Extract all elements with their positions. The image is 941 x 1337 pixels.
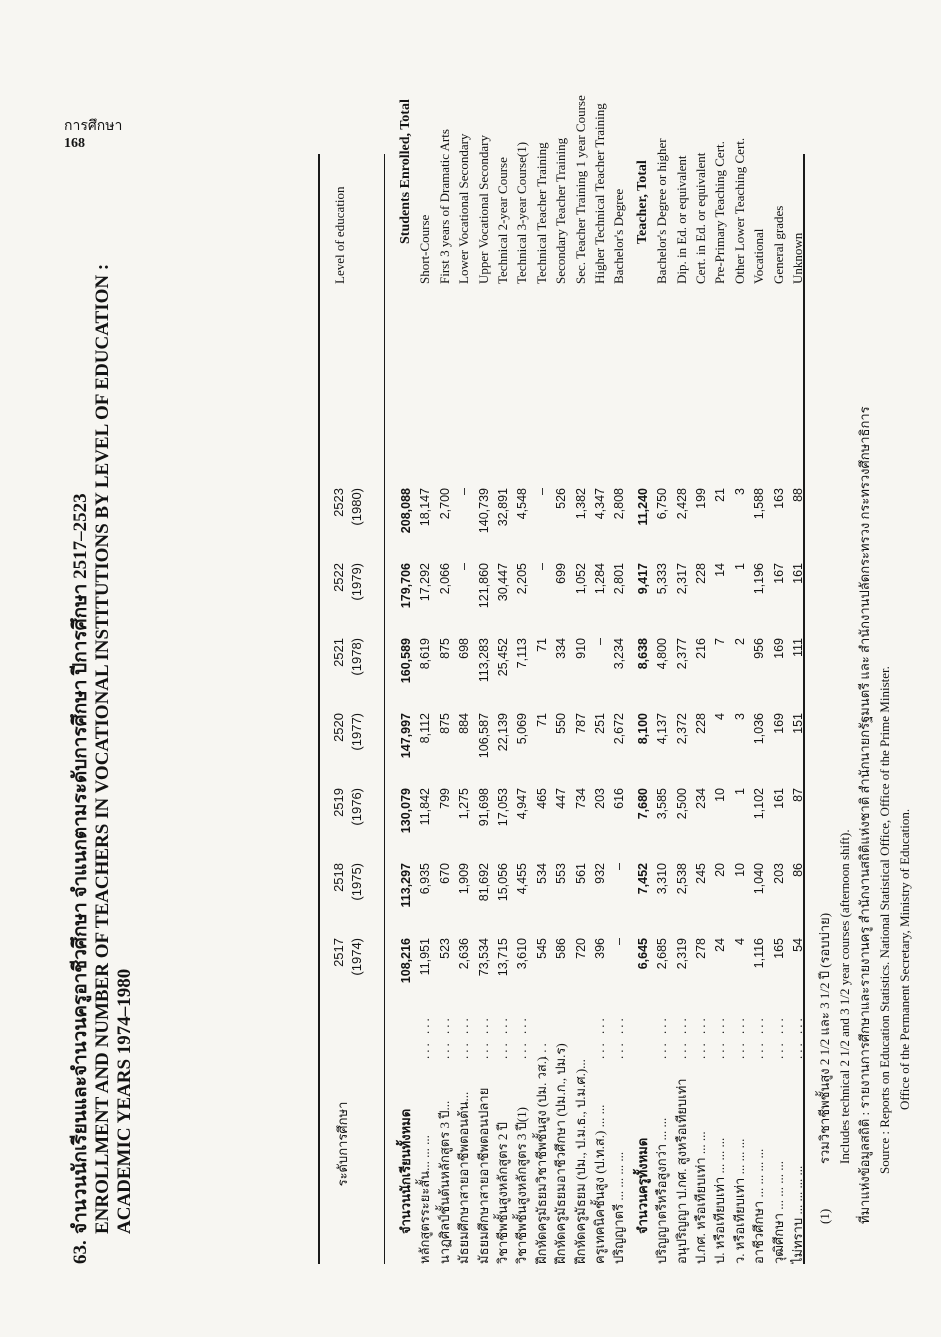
table-cell: 3,310 bbox=[655, 863, 670, 895]
row-label-english: Unknown bbox=[790, 232, 805, 284]
row-label-thai: นาฏศิลป์ชั้นต้นหลักสูตร 3 ปี... bbox=[436, 1100, 452, 1264]
row-label-thai: มัธยมศึกษาสายอาชีพตอนปลาย bbox=[475, 1087, 491, 1264]
year-ce: (1974) bbox=[349, 938, 364, 976]
table-cell: 1,284 bbox=[593, 563, 607, 595]
leader-dots: ... bbox=[533, 1040, 549, 1059]
table-cell: 799 bbox=[437, 788, 452, 809]
row-label-thai: ฝึกหัดครูมัธยม (ปม., ป.ม.ธ., ป.ม.ศ.)... bbox=[572, 1059, 588, 1264]
table-cell: 670 bbox=[437, 863, 452, 884]
row-label-english: Technical 3-year Course(1) bbox=[514, 141, 530, 284]
year-header bbox=[330, 938, 378, 994]
leader-dots: ... ... bbox=[456, 1015, 472, 1059]
leader-dots: ... ... bbox=[712, 1015, 728, 1059]
row-label-english: Higher Technical Teacher Training bbox=[592, 103, 607, 284]
source-thai bbox=[855, 164, 875, 1224]
year-ce: (1980) bbox=[349, 488, 364, 526]
year-be: 2517 bbox=[331, 938, 346, 967]
table-cell: 13,715 bbox=[496, 938, 510, 977]
table-cell: 234 bbox=[694, 788, 708, 809]
leader-dots: ... ... bbox=[751, 1015, 767, 1059]
table-cell: 875 bbox=[437, 638, 452, 659]
table-cell: 447 bbox=[554, 788, 569, 809]
table-cell: 3 bbox=[732, 488, 747, 495]
table-cell: 534 bbox=[534, 863, 549, 884]
table-cell: 121,860 bbox=[476, 563, 491, 609]
table-cell: 73,534 bbox=[476, 938, 491, 977]
header-rule bbox=[384, 154, 385, 1264]
row-label-english: Secondary Teacher Training bbox=[553, 137, 569, 284]
row-label-thai: วิชาชีพชั้นสูงหลักสูตร 2 ปี bbox=[495, 1122, 510, 1264]
table-cell: 396 bbox=[593, 938, 607, 959]
year-ce: (1976) bbox=[349, 788, 364, 826]
table-cell: – bbox=[593, 638, 607, 645]
column-header-level-english: Level of education bbox=[332, 186, 347, 284]
leader-dots: ... ... bbox=[417, 1015, 433, 1059]
leader-dots: ... ... bbox=[731, 1015, 747, 1059]
table-cell: 18,147 bbox=[418, 488, 433, 527]
table-cell: – bbox=[457, 488, 472, 495]
table-cell: 140,739 bbox=[476, 488, 491, 534]
year-be: 2520 bbox=[331, 713, 346, 742]
table-cell: 9,417 bbox=[635, 563, 650, 595]
table-cell: 586 bbox=[554, 938, 569, 959]
table-cell: 17,053 bbox=[496, 788, 510, 827]
table-cell: 5,333 bbox=[655, 563, 670, 595]
leader-dots: ... ... bbox=[770, 1015, 786, 1059]
table-cell: 1,196 bbox=[752, 563, 767, 595]
leader-dots: ... ... bbox=[654, 1015, 670, 1059]
row-label-thai: จำนวนครูทั้งหมด bbox=[634, 1137, 650, 1234]
table-cell: 698 bbox=[457, 638, 472, 659]
table-cell: 545 bbox=[534, 938, 549, 959]
table-cell: 8,638 bbox=[635, 638, 650, 670]
year-be: 2521 bbox=[331, 638, 346, 667]
table-cell: 15,056 bbox=[496, 863, 510, 902]
table-cell: – bbox=[534, 488, 549, 495]
table-cell: 561 bbox=[573, 863, 588, 884]
table-cell: 884 bbox=[457, 713, 472, 734]
table-cell: 2,700 bbox=[437, 488, 452, 520]
leader-dots: ... ... bbox=[495, 1015, 510, 1059]
row-label-english: Other Lower Teaching Cert. bbox=[731, 137, 747, 284]
footnote-1-english: Includes technical 2 1/2 and 3 1/2 year courses (afternoon shift). bbox=[837, 829, 852, 1164]
row-label-thai: ครูเทคนิคชั้นสูง (ป.ท.ส.) ... ... bbox=[592, 1104, 607, 1264]
page-number: 168 bbox=[64, 136, 85, 151]
table-cell: 526 bbox=[554, 488, 569, 509]
table-cell: 130,079 bbox=[399, 788, 413, 834]
table-cell: 113,283 bbox=[476, 638, 491, 683]
table-cell: 1,052 bbox=[573, 563, 588, 595]
row-label-english: Bachelor's Degree bbox=[611, 188, 627, 284]
table-cell: 228 bbox=[694, 563, 708, 584]
year-header bbox=[330, 863, 378, 919]
table-cell: 3 bbox=[732, 713, 747, 720]
table-cell: 3,234 bbox=[612, 638, 627, 670]
table-cell: 2,205 bbox=[515, 563, 530, 595]
table-cell: 11,240 bbox=[635, 488, 650, 526]
year-header bbox=[330, 488, 378, 544]
table-cell: 699 bbox=[554, 563, 569, 584]
table-cell: 2,538 bbox=[674, 863, 689, 895]
table-cell: 203 bbox=[771, 863, 786, 884]
table-row bbox=[607, 154, 631, 1264]
table-cell: 14 bbox=[713, 563, 728, 577]
table-cell: 169 bbox=[771, 713, 786, 734]
source-english bbox=[875, 164, 895, 1224]
footnote-1-thai-text: รวมวิชาชีพชั้นสูง 2 1/2 และ 3 1/2 ปี (รอบบ่าย) bbox=[817, 912, 832, 1164]
table-cell: 2,500 bbox=[674, 788, 689, 820]
table-cell: 550 bbox=[554, 713, 569, 734]
table-cell: 4 bbox=[732, 938, 747, 945]
table-cell: 1,036 bbox=[752, 713, 767, 745]
table-cell: 7,113 bbox=[515, 638, 530, 669]
title-english-1: ENROLLMENT AND NUMBER OF TEACHERS IN VOCATIONAL INSTITUTIONS BY LEVEL OF EDUCATION : bbox=[92, 263, 113, 1234]
table-cell: 216 bbox=[694, 638, 708, 659]
table-cell: 465 bbox=[534, 788, 549, 809]
footnote-1-thai bbox=[815, 164, 835, 1224]
table-cell: 81,692 bbox=[476, 863, 491, 902]
table-cell: 8,619 bbox=[418, 638, 433, 670]
table-cell: 1,909 bbox=[457, 863, 472, 895]
table-cell: 8,112 bbox=[418, 713, 433, 744]
row-label-english: Teacher, Total bbox=[634, 160, 650, 244]
table-cell: 161 bbox=[771, 788, 786, 809]
table-cell: 169 bbox=[771, 638, 786, 659]
rotated-table-sheet bbox=[70, 95, 912, 1264]
table-cell: 251 bbox=[593, 713, 607, 734]
table-cell: 1,116 bbox=[752, 938, 767, 969]
leader-dots: ... ... bbox=[475, 1015, 491, 1059]
table-cell: 179,706 bbox=[399, 563, 413, 609]
table-cell: 10 bbox=[713, 788, 728, 802]
year-header bbox=[330, 563, 378, 619]
table-cell: 4,137 bbox=[655, 713, 670, 745]
table-row bbox=[786, 154, 810, 1264]
footnote-marker: (1) bbox=[817, 1208, 832, 1224]
table-bottom-rule bbox=[803, 154, 805, 1264]
row-label-english: Lower Vocational Secondary bbox=[456, 133, 472, 284]
table-cell: 4 bbox=[713, 713, 728, 720]
table-cell: 1,102 bbox=[752, 788, 767, 820]
table-cell: 734 bbox=[573, 788, 588, 809]
row-label-english: Cert. in Ed. or equivalent bbox=[693, 152, 708, 284]
table-cell: 2,317 bbox=[674, 563, 689, 595]
table-cell: – bbox=[612, 938, 627, 945]
table-cell: 2,685 bbox=[655, 938, 670, 970]
table-cell: 278 bbox=[694, 938, 708, 959]
row-label-english: Dip. in Ed. or equivalent bbox=[673, 155, 689, 284]
leader-dots: ... ... bbox=[611, 1015, 627, 1059]
table-cell: 7 bbox=[713, 638, 728, 645]
table-cell: 1,588 bbox=[752, 488, 767, 520]
table-cell: 1,382 bbox=[573, 488, 588, 520]
table-cell: 147,997 bbox=[399, 713, 413, 759]
source-thai-label: ที่มาแห่งข้อมูลสถิติ : bbox=[857, 1111, 872, 1224]
table-cell: 54 bbox=[791, 938, 805, 952]
table-cell: 4,347 bbox=[593, 488, 607, 520]
table-cell: 71 bbox=[534, 713, 549, 727]
table-cell: 6,645 bbox=[635, 938, 650, 970]
table-cell: 8,100 bbox=[635, 713, 650, 745]
row-label-thai: ปริญญาตรีหรือสูงกว่า ... ... bbox=[654, 1117, 670, 1264]
table-cell: 5,069 bbox=[515, 713, 530, 745]
table-cell: 956 bbox=[752, 638, 767, 659]
row-label-thai: ว. หรือเทียบเท่า ... ... ... bbox=[731, 1138, 747, 1264]
table-cell: 108,216 bbox=[399, 938, 413, 984]
row-label-english: General grades bbox=[770, 205, 786, 284]
row-label-thai: หลักสูตรระยะสั้น... ... ... bbox=[417, 1135, 433, 1264]
table-cell: 2,377 bbox=[674, 638, 689, 670]
row-label-english: Pre-Primary Teaching Cert. bbox=[712, 141, 728, 284]
table-cell: 1,040 bbox=[752, 863, 767, 895]
source-english-text-1: Reports on Education Statistics. National Statistical Office, Office of the Prime Minister. bbox=[877, 666, 892, 1128]
table-cell: 160,589 bbox=[399, 638, 413, 684]
table-cell: 616 bbox=[612, 788, 627, 809]
table-cell: 6,750 bbox=[655, 488, 670, 520]
table-cell: – bbox=[457, 563, 472, 570]
row-label-english: Sec. Teacher Training 1 year Course bbox=[572, 95, 588, 284]
table-cell: 2,636 bbox=[457, 938, 472, 970]
year-be: 2522 bbox=[331, 563, 346, 592]
table-cell: 245 bbox=[694, 863, 708, 884]
table-cell: 20 bbox=[713, 863, 728, 877]
table-cell: 17,292 bbox=[418, 563, 433, 602]
table-cell: – bbox=[534, 563, 549, 570]
table-cell: 932 bbox=[593, 863, 607, 884]
table-cell: 11,842 bbox=[418, 788, 433, 826]
table-cell: 4,800 bbox=[655, 638, 670, 670]
table-cell: 208,088 bbox=[399, 488, 413, 534]
year-ce: (1979) bbox=[349, 563, 364, 601]
row-label-thai: วิชาชีพชั้นสูงหลักสูตร 3 ปี(1) bbox=[514, 1107, 530, 1264]
row-label-thai: ป.กศ. หรือเทียบเท่า ... ... bbox=[693, 1131, 708, 1264]
row-label-thai: อาชีวศึกษา ... ... ... ... bbox=[751, 1148, 767, 1264]
year-header bbox=[330, 638, 378, 694]
table-cell: 22,139 bbox=[496, 713, 510, 752]
table-cell: 4,947 bbox=[515, 788, 530, 820]
table-cell: 113,297 bbox=[399, 863, 413, 908]
table-cell: 720 bbox=[573, 938, 588, 959]
table-cell: 1 bbox=[732, 788, 747, 795]
table-cell: 2 bbox=[732, 638, 747, 645]
year-be: 2523 bbox=[331, 488, 346, 517]
table-cell: 2,801 bbox=[612, 563, 627, 595]
year-header bbox=[330, 788, 378, 844]
table-cell: 910 bbox=[573, 638, 588, 659]
table-cell: 151 bbox=[791, 713, 805, 734]
row-label-thai: อนุปริญญา ป.กศ. สูงหรือเทียบเท่า bbox=[673, 1078, 689, 1264]
table-cell: 7,680 bbox=[635, 788, 650, 820]
table-cell: 86 bbox=[791, 863, 805, 877]
row-label-thai: จำนวนนักเรียนทั้งหมด bbox=[398, 1108, 413, 1234]
table-cell: 1,275 bbox=[457, 788, 472, 820]
row-label-thai: ปริญญาตรี ... ... ... ... bbox=[611, 1151, 627, 1264]
table-cell: 87 bbox=[791, 788, 805, 802]
row-label-english: Upper Vocational Secondary bbox=[475, 135, 491, 284]
table-cell: 11,951 bbox=[418, 938, 433, 976]
table-cell: 199 bbox=[694, 488, 708, 509]
table-cell: 2,319 bbox=[674, 938, 689, 970]
row-label-english: Vocational bbox=[751, 228, 767, 284]
table-cell: 21 bbox=[713, 488, 728, 502]
row-label-english: Technical Teacher Training bbox=[533, 142, 549, 284]
table-cell: 4,455 bbox=[515, 863, 530, 895]
leader-dots: ... ... bbox=[436, 1015, 452, 1059]
table-cell: 334 bbox=[554, 638, 569, 659]
table-cell: 2,808 bbox=[612, 488, 627, 520]
row-label-thai: วุฒิศึกษา ... ... ... ... bbox=[770, 1160, 786, 1264]
row-label-english: First 3 years of Dramatic Arts bbox=[436, 129, 452, 284]
row-label-english: Short-Course bbox=[417, 214, 433, 284]
table-cell: 875 bbox=[437, 713, 452, 734]
table-number: 63. bbox=[70, 1240, 91, 1264]
table-cell: 3,585 bbox=[655, 788, 670, 820]
table-cell: 88 bbox=[791, 488, 805, 502]
year-be: 2519 bbox=[331, 788, 346, 817]
table-cell: 91,698 bbox=[476, 788, 491, 827]
table-cell: 167 bbox=[771, 563, 786, 584]
table-cell: – bbox=[612, 863, 627, 870]
footnotes bbox=[815, 164, 915, 1224]
table-cell: 32,891 bbox=[496, 488, 510, 527]
table-cell: 2,428 bbox=[674, 488, 689, 520]
year-be: 2518 bbox=[331, 863, 346, 892]
row-label-thai: ฝึกหัดครูมัธยมอาชีวศึกษา (ปม.ก., ปม.ร) bbox=[553, 1043, 569, 1264]
row-label-english: Technical 2-year Course bbox=[495, 157, 510, 284]
table-cell: 111 bbox=[791, 638, 805, 658]
table-cell: 3,610 bbox=[515, 938, 530, 970]
table-cell: 106,587 bbox=[476, 713, 491, 759]
table-cell: 163 bbox=[771, 488, 786, 509]
table-cell: 553 bbox=[554, 863, 569, 884]
table-cell: 1 bbox=[732, 563, 747, 570]
table-cell: 165 bbox=[771, 938, 786, 959]
row-label-english: Bachelor's Degree or higher bbox=[654, 138, 670, 284]
table-cell: 4,548 bbox=[515, 488, 530, 520]
table-cell: 24 bbox=[713, 938, 728, 952]
table-title bbox=[70, 124, 136, 1264]
row-label-thai: มัธยมศึกษาสายอาชีพตอนต้น... bbox=[456, 1091, 472, 1264]
table-top-rule bbox=[318, 154, 320, 1264]
column-header-level-thai: ระดับการศึกษา bbox=[335, 1101, 350, 1187]
year-header bbox=[330, 713, 378, 769]
table-cell: 161 bbox=[791, 563, 805, 584]
row-label-thai: ฝึกหัดครูมัธยมวิชาชีพชั้นสูง (ปม. วส.) bbox=[533, 1056, 549, 1264]
source-english-label: Source : bbox=[877, 1131, 892, 1174]
table-cell: 203 bbox=[593, 788, 607, 809]
title-thai: จำนวนนักเรียนและจำนวนครูอาชีวศึกษา จำแนกตามระดับการศึกษา ปีการศึกษา 2517–2523 bbox=[70, 493, 91, 1234]
year-ce: (1977) bbox=[349, 713, 364, 751]
running-head: การศึกษา bbox=[64, 119, 123, 134]
row-label-thai: ป. หรือเทียบเท่า ... ... ... bbox=[712, 1137, 728, 1264]
year-ce: (1975) bbox=[349, 863, 364, 901]
table-cell: 523 bbox=[437, 938, 452, 959]
table-cell: 30,447 bbox=[496, 563, 510, 602]
leader-dots: ... ... bbox=[790, 1015, 805, 1059]
leader-dots: ... ... bbox=[592, 1015, 607, 1059]
source-english-2: Office of the Permanent Secretary, Ministry of Education. bbox=[897, 808, 912, 1110]
leader-dots: ... ... bbox=[514, 1015, 530, 1059]
table-cell: 7,452 bbox=[635, 863, 650, 895]
table-cell: 228 bbox=[694, 713, 708, 734]
leader-dots: ... ... bbox=[673, 1015, 689, 1059]
table-cell: 2,372 bbox=[674, 713, 689, 745]
table-cell: 6,935 bbox=[418, 863, 433, 895]
table-cell: 71 bbox=[534, 638, 549, 652]
title-english-2: ACADEMIC YEARS 1974–1980 bbox=[114, 968, 135, 1234]
table-cell: 25,452 bbox=[496, 638, 510, 677]
table-cell: 2,672 bbox=[612, 713, 627, 745]
source-thai-text: รายงานการศึกษาและรายงานครู สำนักงานสถิติแห่งชาติ สำนักนายกรัฐมนตรี และ สำนักงานปลัดกระทรวง กระทรวงศึกษาธิการ bbox=[857, 406, 872, 1109]
table-cell: 10 bbox=[732, 863, 747, 877]
table-cell: 2,066 bbox=[437, 563, 452, 595]
year-ce: (1978) bbox=[349, 638, 364, 676]
row-label-thai: ไม่ทราบ ... ... ... ... bbox=[790, 1165, 805, 1264]
row-label-english: Students Enrolled, Total bbox=[398, 99, 413, 244]
table-cell: 787 bbox=[573, 713, 588, 734]
leader-dots: ... ... bbox=[693, 1015, 708, 1059]
